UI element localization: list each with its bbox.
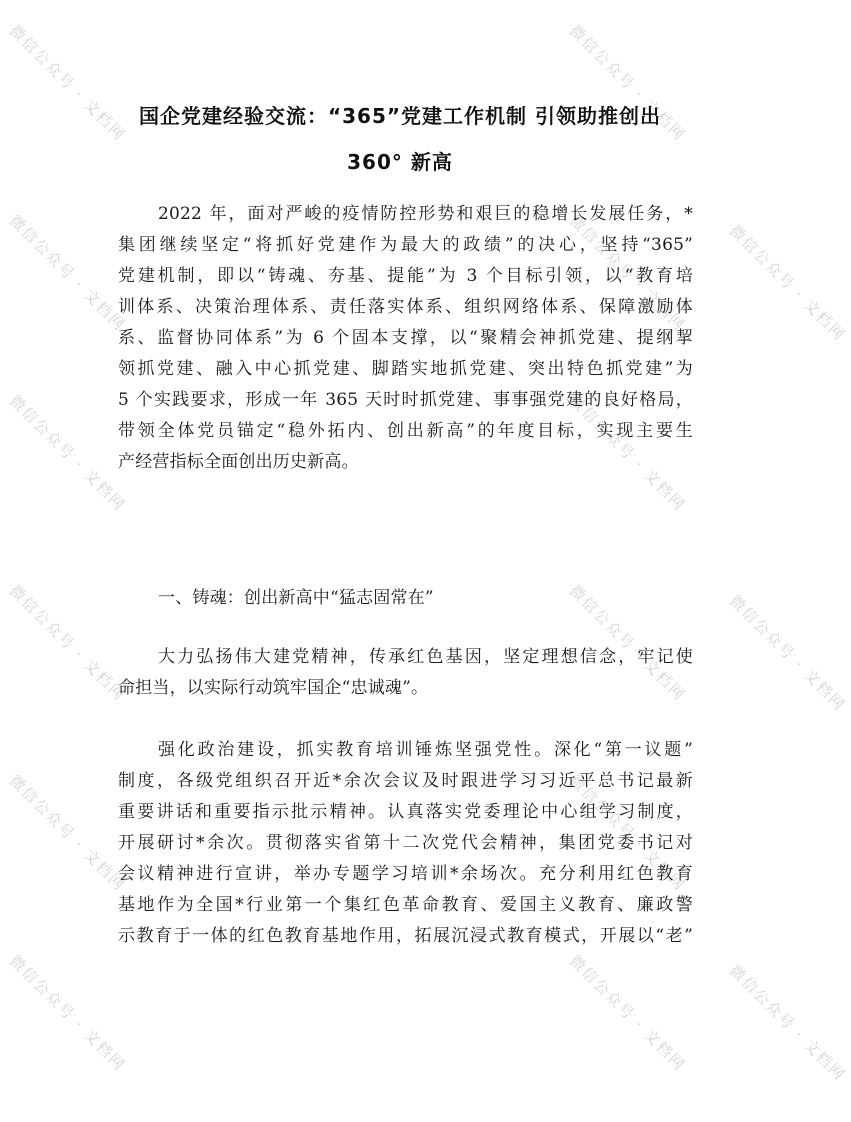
watermark: 微信公众号 · 文档网 <box>565 211 690 335</box>
text-line: 带领全体党员锚定“稳外拓内、创出新高”的年度目标，实现主要生 <box>118 421 693 441</box>
text-line: 制度，各级党组织召开近*余次会议及时跟进学习习近平总书记最新 <box>118 771 693 791</box>
text-line: 会议精神进行宣讲，举办专题学习培训*余场次。充分利用红色教育 <box>118 864 693 884</box>
watermark: 微信公众号 · 文档网 <box>565 391 690 515</box>
text-line: 集团继续坚定“将抓好党建作为最大的政绩”的决心，坚持“365” <box>118 235 693 255</box>
text-line: 命担当，以实际行动筑牢国企“忠诚魂”。 <box>118 678 429 698</box>
watermark: 微信公众号 · 文档网 <box>565 581 690 705</box>
watermark: 微信公众号 · 文档网 <box>5 211 130 335</box>
section-heading <box>118 583 693 614</box>
text-line: 一、铸魂：创出新高中“猛志固常在” <box>158 588 434 608</box>
text-line: 开展研讨*余次。贯彻落实省第十二次党代会精神，集团党委书记对 <box>118 833 693 853</box>
watermark: 微信公众号 · 文档网 <box>725 221 850 345</box>
watermark: 微信公众号 · 文档网 <box>725 961 850 1085</box>
text-line: 大力弘扬伟大建党精神，传承红色基因，坚定理想信念，牢记使 <box>158 647 693 667</box>
text-line: 产经营指标全面创出历史新高。 <box>118 452 359 472</box>
text-line: 重要讲话和重要指示批示精神。认真落实党委理论中心组学习制度， <box>118 802 693 822</box>
watermark: 微信公众号 · 文档网 <box>725 591 850 715</box>
text-line: 训体系、决策治理体系、责任落实体系、组织网络体系、保障激励体 <box>118 297 693 317</box>
document-title-line-2: 360° 新高 <box>347 150 453 174</box>
text-line: 示教育于一体的红色教育基地作用，拓展沉浸式教育模式，开展以“老” <box>118 926 693 946</box>
text-line: 2022 年，面对严峻的疫情防控形势和艰巨的稳增长发展任务，* <box>158 204 693 224</box>
text-line: 党建机制，即以“铸魂、夯基、提能”为 3 个目标引领，以“教育培 <box>118 266 693 286</box>
paragraph-political-building <box>118 735 693 952</box>
document-title-line-1: 国企党建经验交流：“365”党建工作机制 引领助推创出 <box>139 104 661 128</box>
text-line: 基地作为全国*行业第一个集红色革命教育、爱国主义教育、廉政警 <box>118 895 693 915</box>
watermark: 微信公众号 · 文档网 <box>5 21 130 145</box>
paragraph-section-intro <box>118 642 693 704</box>
text-line: 强化政治建设，抓实教育培训锤炼坚强党性。深化“第一议题” <box>158 740 693 760</box>
text-line: 系、监督协同体系”为 6 个固本支撑，以“聚精会神抓党建、提纲挈 <box>118 328 693 348</box>
watermark: 微信公众号 · 文档网 <box>565 21 690 145</box>
watermark: 微信公众号 · 文档网 <box>5 581 130 705</box>
watermark: 微信公众号 · 文档网 <box>565 951 690 1075</box>
watermark: 微信公众号 · 文档网 <box>5 771 130 895</box>
watermark: 微信公众号 · 文档网 <box>5 391 130 515</box>
watermark: 微信公众号 · 文档网 <box>565 771 690 895</box>
watermark: 微信公众号 · 文档网 <box>5 951 130 1075</box>
text-line: 领抓党建、融入中心抓党建、脚踏实地抓党建、突出特色抓党建”为 <box>118 359 693 379</box>
text-line: 5 个实践要求，形成一年 365 天时时抓党建、事事强党建的良好格局， <box>118 390 693 410</box>
paragraph-intro <box>118 199 693 478</box>
